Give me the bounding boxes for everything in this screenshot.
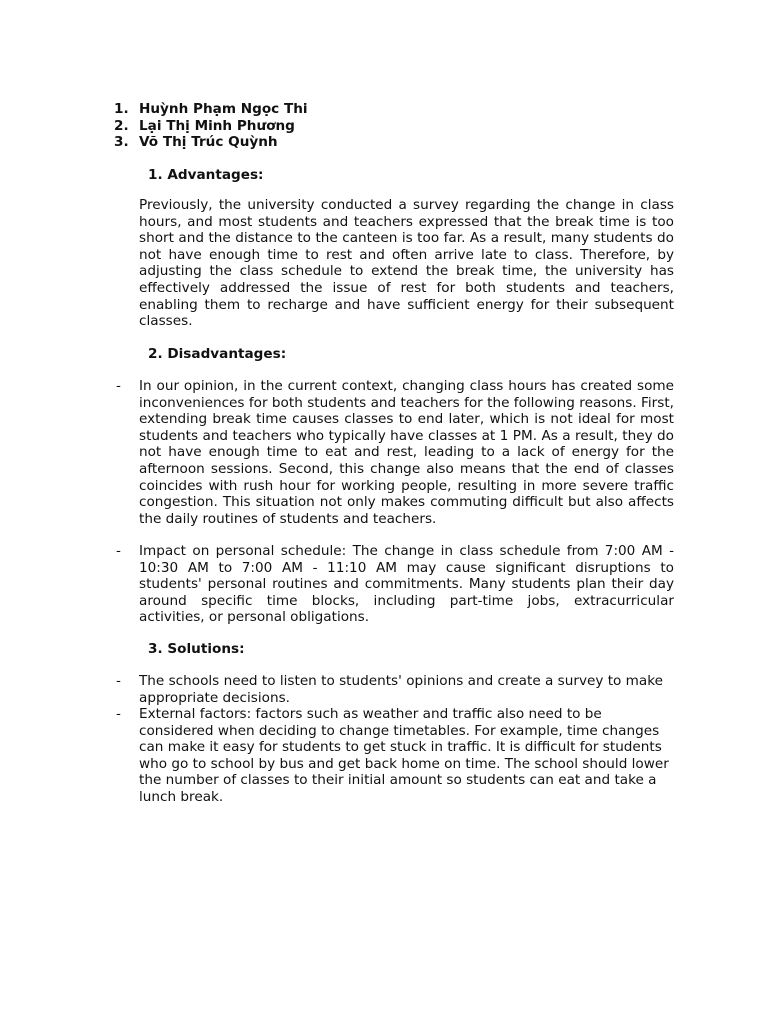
solution-item: External factors: factors such as weather and traffic also need to be considered when deciding to change timetables. For example, time changes can make it easy for students to get stuck in traffic. It is difficult for students who go to school by bus and get back home on time. The school should lower the number of classes to their initial amount so students can eat and take a lunch break.: [139, 706, 669, 805]
author-item: [114, 101, 308, 118]
solutions-heading: 3. Solutions:: [148, 641, 245, 657]
bullet-dash: -: [116, 706, 121, 722]
author-number: 3.: [114, 134, 129, 150]
bullet-dash: -: [116, 673, 121, 689]
advantages-heading: 1. Advantages:: [148, 167, 264, 183]
bullet-dash: -: [116, 543, 121, 559]
author-item: [114, 118, 308, 135]
author-number: 1.: [114, 101, 129, 117]
disadvantage-item: In our opinion, in the current context, changing class hours has created some inconveniences for both students and teachers for the following reasons. First, extending break time causes classes to end later, which is not ideal for most students and teachers who typically have classes at 1 PM. As a result, they do not have enough time to eat and rest, leading to a lack of energy for the afternoon sessions. Second, this change also means that the end of classes coincides with rush hour for working people, resulting in more severe traffic congestion. This situation not only makes commuting difficult but also affects the daily routines of students and teachers.: [139, 378, 674, 527]
disadvantage-item: Impact on personal schedule: The change in class schedule from 7:00 AM - 10:30 AM to 7:00 AM - 11:10 AM may cause significant disruptions to students' personal routines and commitments. Many students plan their day around specific time blocks, including part-time jobs, extracurricular activities, or personal obligations.: [139, 543, 674, 626]
author-number: 2.: [114, 117, 129, 134]
disadvantages-heading: 2. Disadvantages:: [148, 346, 287, 362]
advantages-paragraph: Previously, the university conducted a survey regarding the change in class hours, and most students and teachers expressed that the break time is too short and the distance to the canteen is too far. As a result, many students do not have enough time to rest and often arrive late to class. Therefore, by adjusting the class schedule to extend the break time, the university has effectively addressed the issue of rest for both students and teachers, enabling them to recharge and have sufficient energy for their subsequent classes.: [139, 197, 674, 330]
author-name: Lại Thị Minh Phương: [139, 117, 295, 134]
author-name: Huỳnh Phạm Ngọc Thi: [139, 101, 308, 117]
author-list: [114, 101, 308, 151]
author-item: [114, 134, 308, 151]
solution-item: The schools need to listen to students' opinions and create a survey to make appropriate decisions.: [139, 673, 664, 706]
bullet-dash: -: [116, 378, 121, 394]
author-name: Võ Thị Trúc Quỳnh: [139, 134, 278, 150]
